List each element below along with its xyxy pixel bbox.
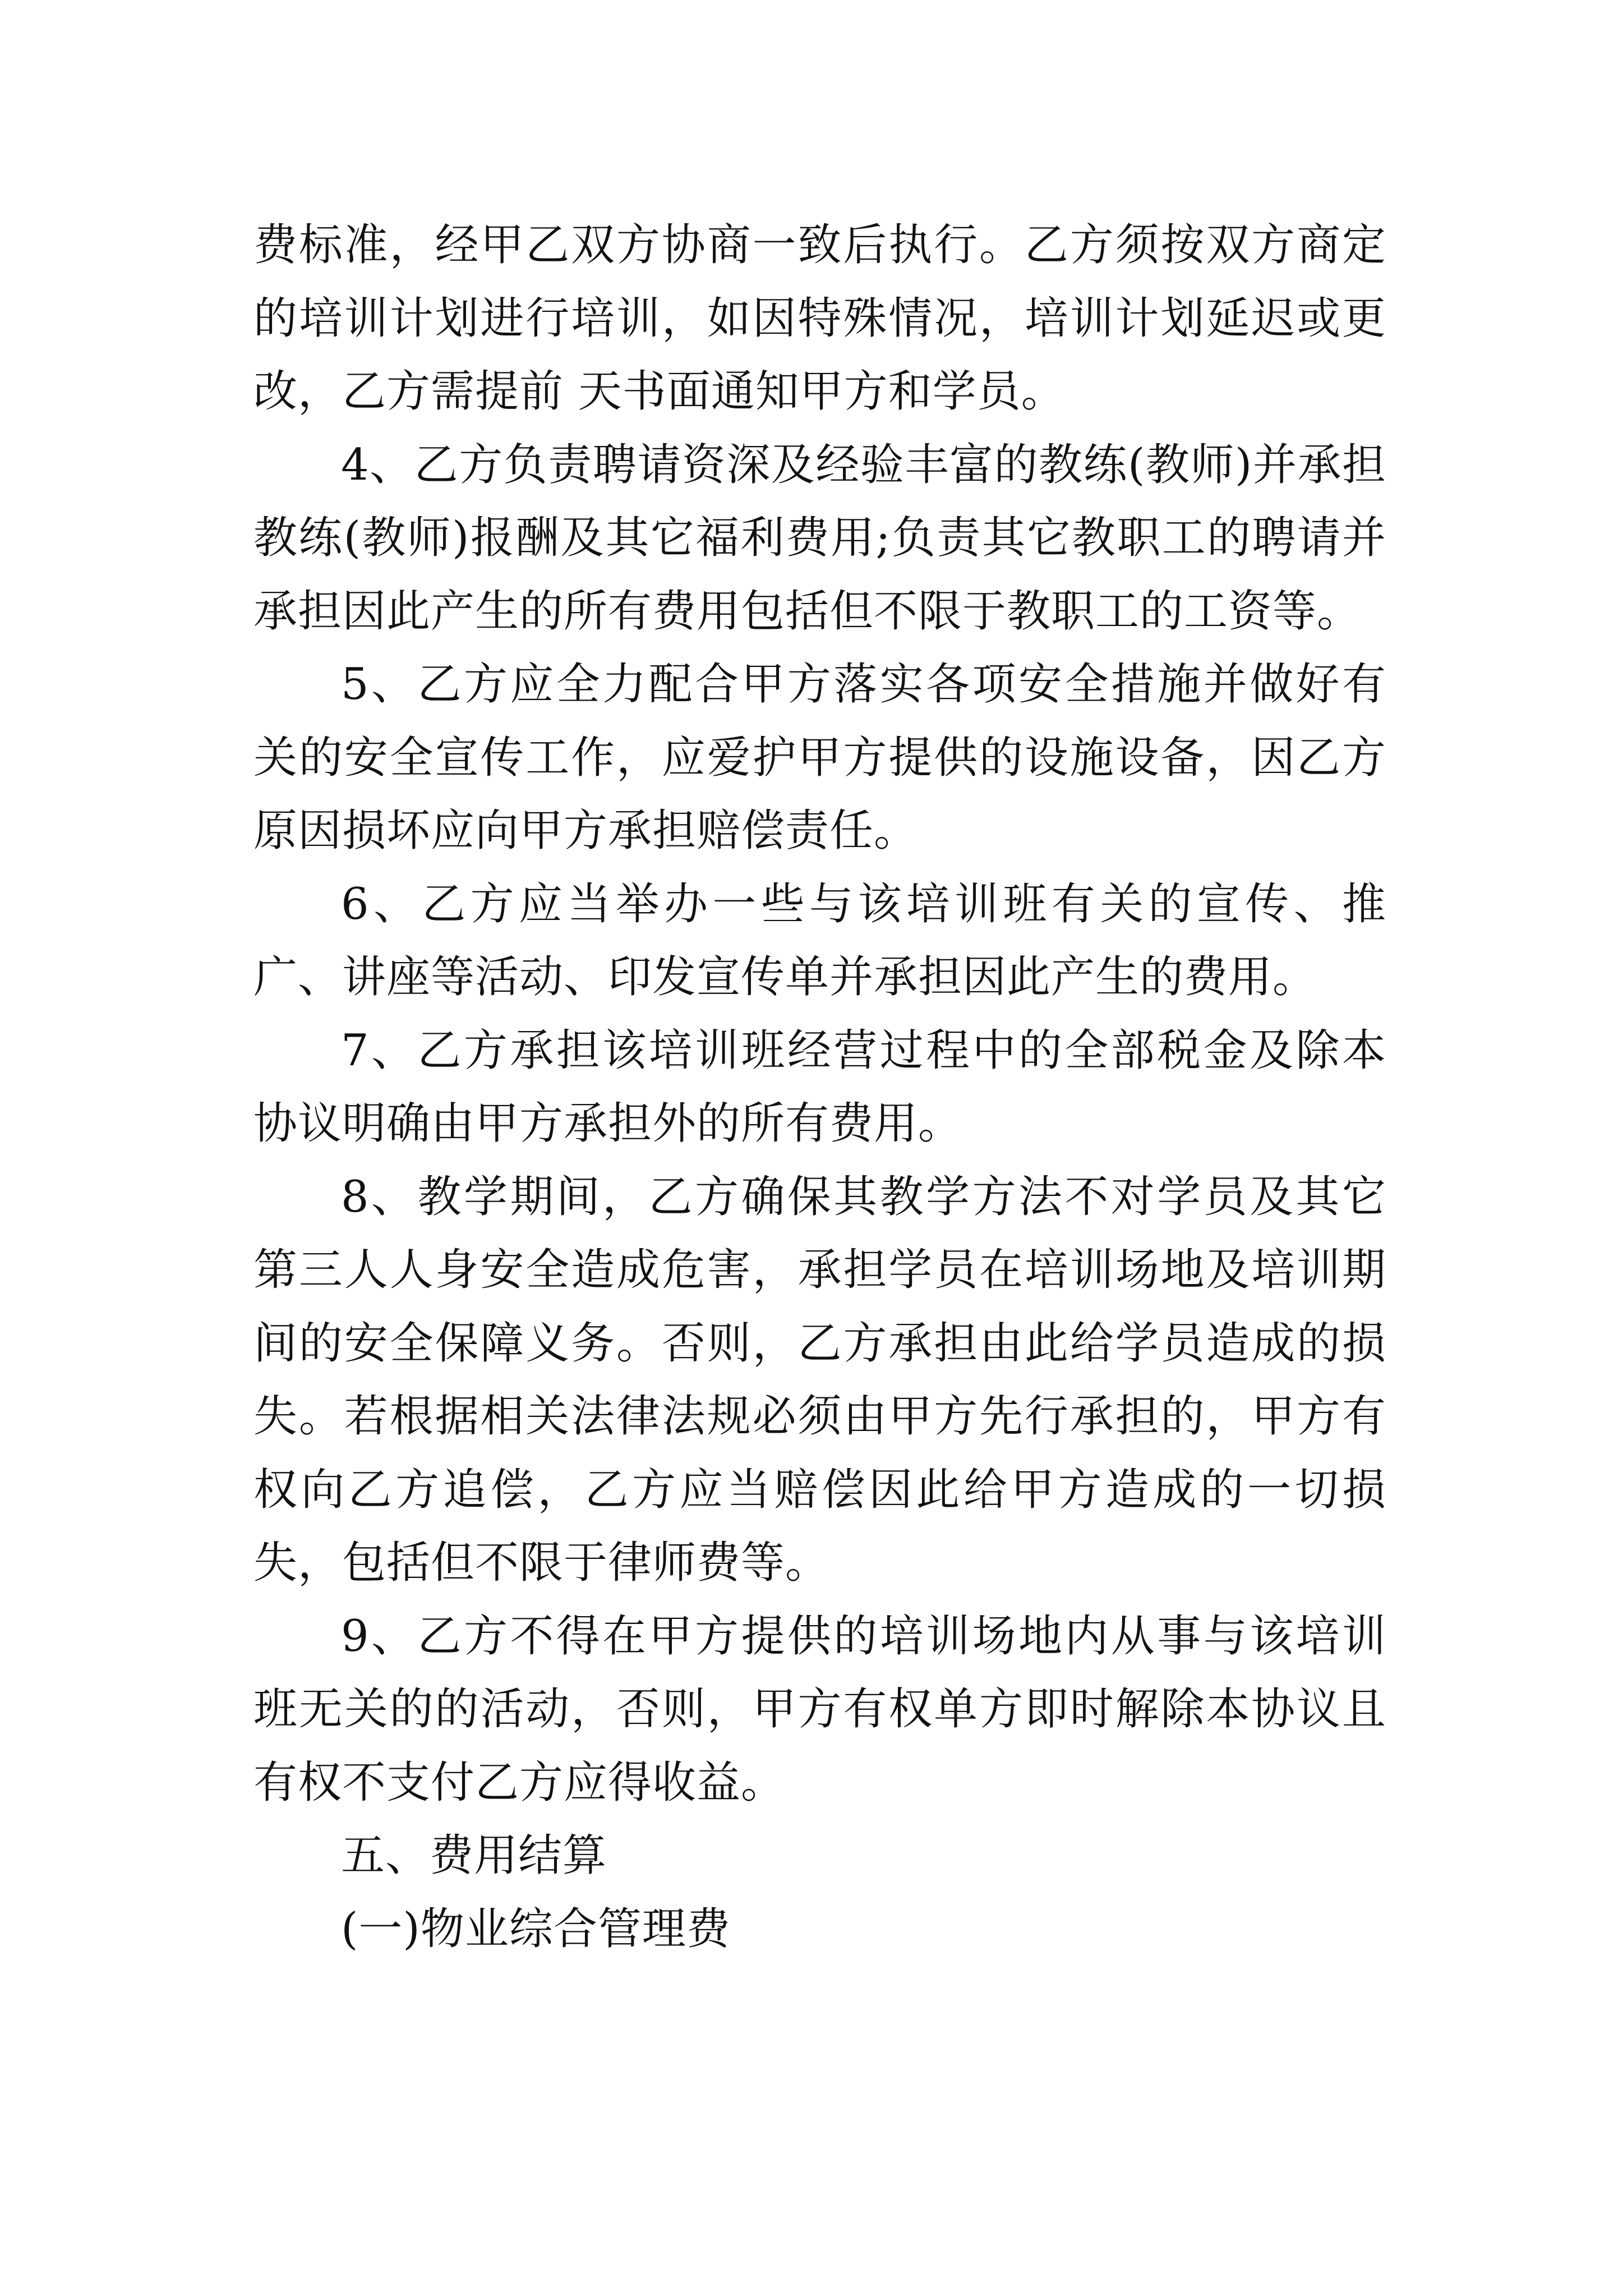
paragraph-clause-7: 7、乙方承担该培训班经营过程中的全部税金及除本协议明确由甲方承担外的所有费用。	[253, 1025, 1386, 1149]
paragraph-clause-6: 6、乙方应当举办一些与该培训班有关的宣传、推广、讲座等活动、印发宣传单并承担因此产生的费用。	[253, 878, 1386, 1002]
document-body	[253, 209, 1386, 1966]
sub-heading-property-management-fee: (一)物业综合管理费	[341, 1903, 731, 1954]
paragraph-fee-standard: 费标准，经甲乙双方协商一致后执行。乙方须按双方商定的培训计划进行培训，如因特殊情况，培训计划延迟或更改，乙方需提前 天书面通知甲方和学员。	[253, 220, 1386, 417]
section-heading-fee-settlement: 五、费用结算	[341, 1830, 607, 1881]
paragraph-clause-8: 8、教学期间，乙方确保其教学方法不对学员及其它第三人人身安全造成危害，承担学员在培训场地及培训期间的安全保障义务。否则，乙方承担由此给学员造成的损失。若根据相关法律法规必须由甲方先行承担的，甲方有权向乙方追偿，乙方应当赔偿因此给甲方造成的一切损失，包括但不限于律师费等。	[253, 1171, 1386, 1588]
paragraph-clause-9: 9、乙方不得在甲方提供的培训场地内从事与该培训班无关的的活动，否则，甲方有权单方即时解除本协议且有权不支付乙方应得收益。	[253, 1611, 1386, 1808]
paragraph-clause-5: 5、乙方应全力配合甲方落实各项安全措施并做好有关的安全宣传工作，应爱护甲方提供的设施设备，因乙方原因损坏应向甲方承担赔偿责任。	[253, 659, 1386, 856]
paragraph-clause-4: 4、乙方负责聘请资深及经验丰富的教练(教师)并承担教练(教师)报酬及其它福利费用;负责其它教职工的聘请并承担因此产生的所有费用包括但不限于教职工的工资等。	[253, 439, 1386, 637]
